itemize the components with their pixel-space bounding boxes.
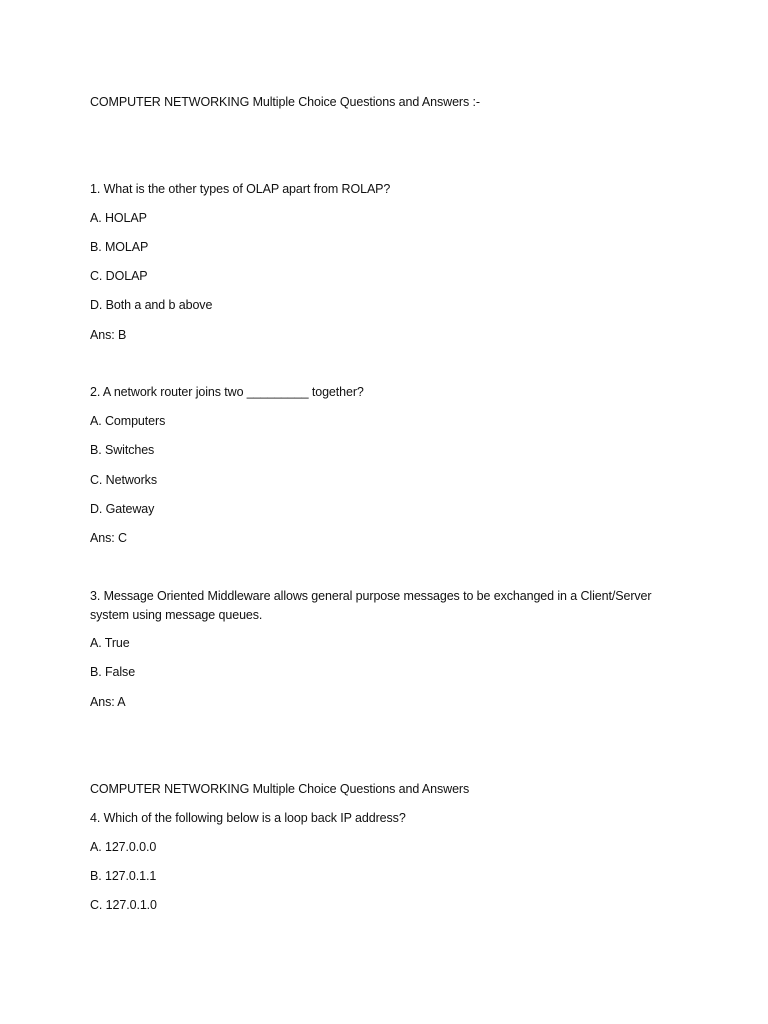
question-4-option-b: B. 127.0.1.1 — [90, 869, 157, 883]
document-subheading: COMPUTER NETWORKING Multiple Choice Questions and Answers — [90, 782, 470, 796]
question-2-answer: Ans: C — [90, 531, 127, 545]
question-4-text: 4. Which of the following below is a loop back IP address? — [90, 811, 406, 825]
question-2-option-b: B. Switches — [90, 443, 155, 457]
document-heading: COMPUTER NETWORKING Multiple Choice Questions and Answers :- — [90, 95, 480, 109]
question-3-option-a: A. True — [90, 636, 130, 650]
question-1-answer: Ans: B — [90, 328, 127, 342]
question-4-option-a: A. 127.0.0.0 — [90, 840, 157, 854]
question-3-text: 3. Message Oriented Middleware allows general purpose messages to be exchanged in a Client/Server system using message queues. — [90, 589, 652, 622]
question-2-text: 2. A network router joins two _________ together? — [90, 385, 364, 399]
question-2-option-c: C. Networks — [90, 473, 157, 487]
question-2-option-d: D. Gateway — [90, 502, 155, 516]
question-1-option-b: B. MOLAP — [90, 240, 149, 254]
question-1-option-d: D. Both a and b above — [90, 298, 213, 312]
question-1-option-a: A. HOLAP — [90, 211, 147, 225]
question-2-option-a: A. Computers — [90, 414, 166, 428]
question-4-option-c: C. 127.0.1.0 — [90, 898, 157, 912]
question-3-answer: Ans: A — [90, 695, 126, 709]
question-1-text: 1. What is the other types of OLAP apart from ROLAP? — [90, 182, 391, 196]
question-1-option-c: C. DOLAP — [90, 269, 148, 283]
question-3-option-b: B. False — [90, 665, 136, 679]
